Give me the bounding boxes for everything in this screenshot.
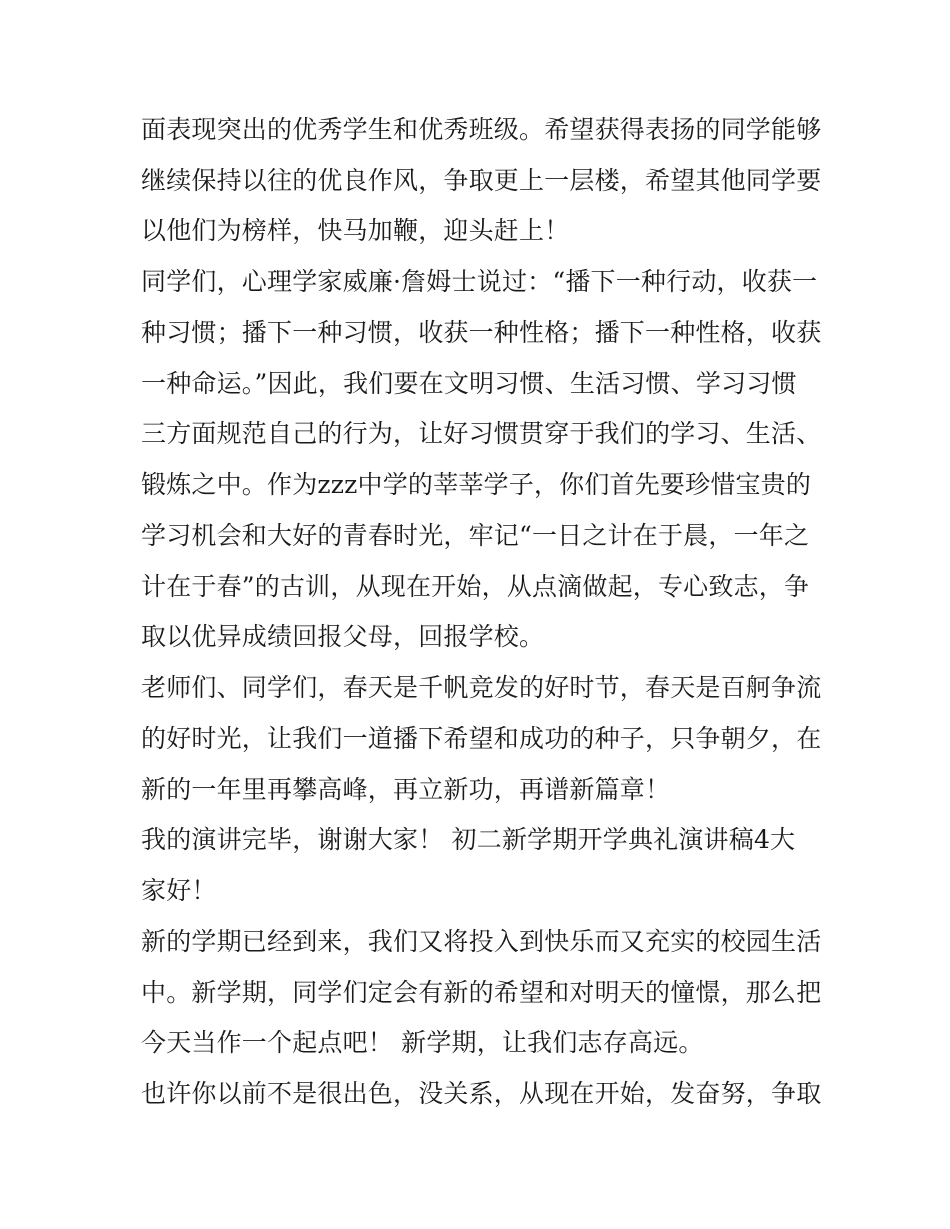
text-line: 三方面规范自己的行为，让好习惯贯穿于我们的学习、生活、 xyxy=(141,419,822,448)
text-line: 锻炼之中。作为zzz中学的莘莘学子，你们首先要珍惜宝贵的 xyxy=(141,470,812,499)
text-line: 中。新学期，同学们定会有新的希望和对明天的憧憬，那么把 xyxy=(141,978,822,1007)
text-line: 以他们为榜样，快马加鞭，迎头赶上！ xyxy=(141,216,570,245)
text-line: 新的学期已经到来，我们又将投入到快乐而又充实的校园生活 xyxy=(141,927,822,956)
text-line: 也许你以前不是很出色，没关系，从现在开始，发奋努，争取 xyxy=(141,1079,822,1108)
text-line: 继续保持以往的优良作风，争取更上一层楼，希望其他同学要 xyxy=(141,166,822,195)
text-line: 的好时光，让我们一道播下希望和成功的种子，只争朝夕，在 xyxy=(141,724,822,753)
text-line: 同学们，心理学家威廉·詹姆士说过：“播下一种行动，收获一 xyxy=(141,267,818,296)
text-line: 新的一年里再攀高峰，再立新功，再谱新篇章！ xyxy=(141,775,671,804)
text-line: 取以优异成绩回报父母，回报学校。 xyxy=(141,622,545,651)
text-line: 一种命运。”因此，我们要在文明习惯、生活习惯、学习习惯 xyxy=(141,369,797,398)
text-line: 家好！ xyxy=(141,876,217,905)
text-line: 今天当作一个起点吧！ 新学期，让我们志存高远。 xyxy=(141,1028,704,1057)
text-line: 种习惯；播下一种习惯，收获一种性格；播下一种性格，收获 xyxy=(141,318,822,347)
text-line: 学习机会和大好的青春时光，牢记“一日之计在于晨，一年之 xyxy=(141,521,810,550)
text-line: 我的演讲完毕，谢谢大家！ 初二新学期开学典礼演讲稿4大 xyxy=(141,825,796,854)
text-line: 面表现突出的优秀学生和优秀班级。希望获得表扬的同学能够 xyxy=(141,115,822,144)
text-line: 老师们、同学们，春天是千帆竞发的好时节，春天是百舸争流 xyxy=(141,673,822,702)
text-line: 计在于春”的古训，从现在开始，从点滴做起，专心致志，争 xyxy=(141,572,810,601)
